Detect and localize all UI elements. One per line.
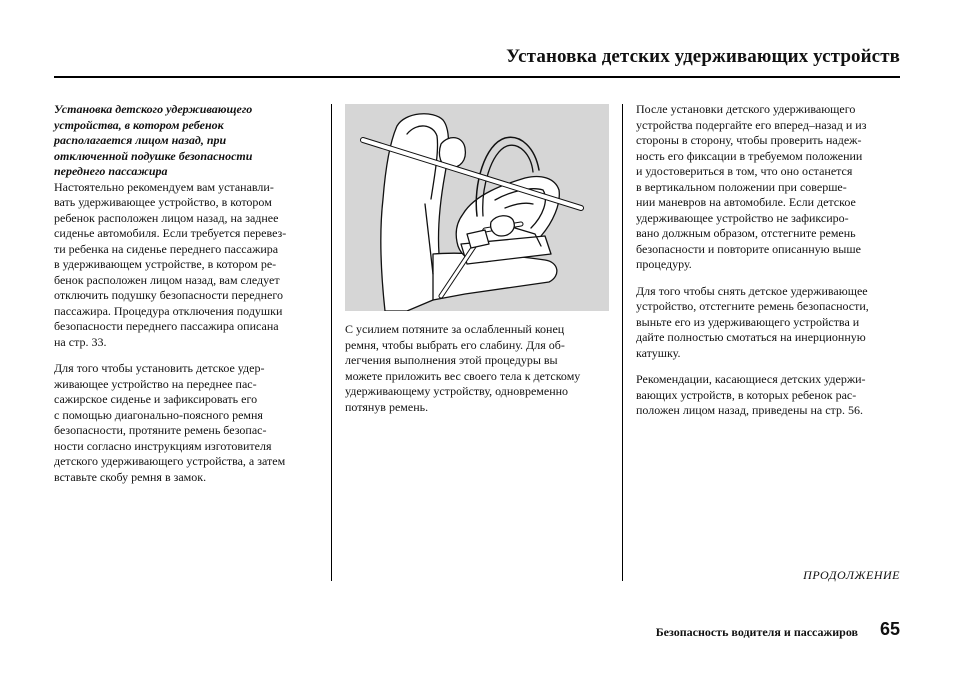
column-left	[54, 102, 322, 485]
column-divider-2	[622, 104, 623, 581]
right-paragraph-1: После установки детского удерживающего устройства подергайте его вперед–назад и из стороны в сторону, чтобы проверить надеж- ность его фиксации в требуемом положении и удостовериться в том, что оно останется в вертикальном положении при соверше- нии маневров на автомобиле. Если детское удерживающее устройство не зафиксиро- вано должным образом, отстегните ремень безопасности и повторите описанную выше процедуру.	[636, 102, 867, 271]
child-seat-icon	[345, 104, 609, 311]
left-paragraph-2: Для того чтобы установить детское удер- живающее устройство на переднее пас- сажирское сиденье и зафиксировать его с помощью диагонально-поясного ремня безопасности, протяните ремень безопас- ности согласно инструкциям изготовителя детского удерживающего устройства, а затем вставьте скобу ремня в замок.	[54, 361, 286, 484]
right-paragraph-3: Рекомендации, касающиеся детских удержи- вающих устройств, в которых ребенок рас- положен лицом назад, приведены на стр. 56.	[636, 372, 866, 417]
page-number: 65	[879, 619, 900, 639]
section-subheading: Установка детского удерживающего устройства, в котором ребенок располагается лицом назад, при отключенной подушке безопасности переднего пассажира	[54, 102, 253, 178]
footer-section-title: Безопасность водителя и пассажиров	[655, 625, 858, 639]
column-right	[636, 102, 904, 419]
continue-label: ПРОДОЛЖЕНИЕ	[803, 568, 900, 582]
figure-caption: С усилием потяните за ослабленный конец ремня, чтобы выбрать его слабину. Для об- легчения выполнения этой процедуры вы можете приложить вес своего тела к детскому удерживающему устройству, одновременно потянув ремень.	[345, 322, 581, 414]
column-middle	[345, 322, 613, 415]
title-rule	[54, 76, 900, 78]
right-paragraph-2: Для того чтобы снять детское удерживающее устройство, отстегните ремень безопасности, выньте его из удерживающего устройства и дайте полностью смотаться на инерционную катушку.	[636, 283, 869, 360]
left-paragraph-1: Настоятельно рекомендуем вам устанавли- вать удерживающее устройство, в котором ребенок расположен лицом назад, на заднее сиденье автомобиля. Если требуется перевез- ти ребенка на сиденье переднего пассажира в удерживающем устройстве, в котором ре- бенок расположен лицом назад, вам следует отключить подушку безопасности переднего пассажира. Процедура отключения подушки безопасности переднего пассажира описана на стр. 33.	[54, 179, 287, 349]
column-divider-1	[331, 104, 332, 581]
child-seat-illustration	[345, 104, 609, 311]
page-title: Установка детских удерживающих устройств	[506, 46, 900, 67]
